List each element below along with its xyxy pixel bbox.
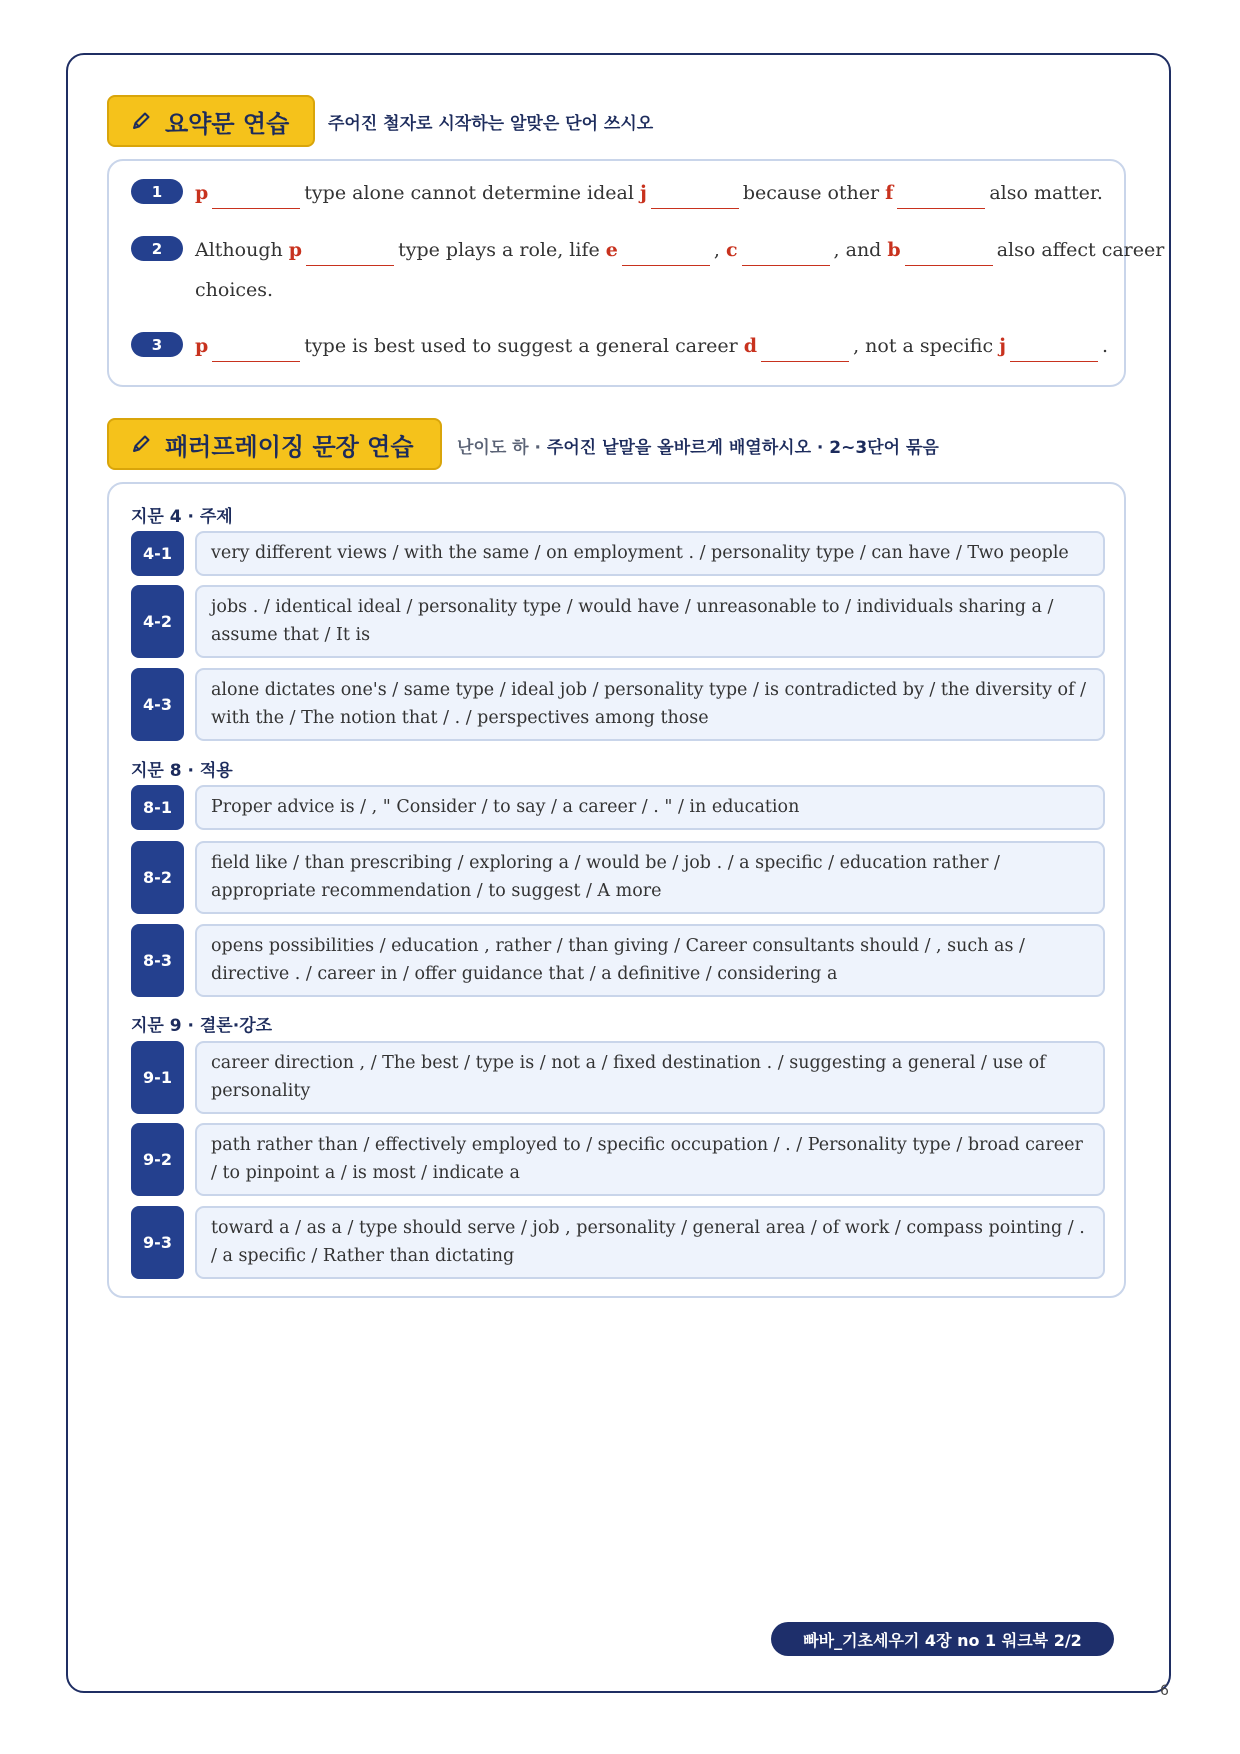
answer-blank[interactable] (212, 207, 300, 209)
summary-title-text: 요약문 연습 (165, 109, 290, 138)
hint-letter: p (288, 239, 303, 261)
word-chunks-box: field like / than prescribing / exploring a / would be / job . / a specific / education rather / appropriate recommendation / to suggest / A more (195, 841, 1105, 914)
item-tag: 9-1 (131, 1041, 184, 1114)
paraphrase-instruction (457, 433, 939, 458)
hint-letter: d (743, 335, 758, 357)
summary-line-3 (195, 335, 1108, 362)
item-tag: 4-2 (131, 585, 184, 658)
item-tag: 8-1 (131, 785, 184, 830)
word-chunks-box: path rather than / effectively employed to / specific occupation / . / Personality type / broad career / to pinpoint a / is most / indicate a (195, 1123, 1105, 1196)
hint-letter: f (885, 182, 894, 204)
passage-group-label: 지문 4 · 주제 (131, 507, 233, 527)
summary-line-2-continuation: choices. (195, 279, 274, 301)
answer-blank[interactable] (651, 207, 739, 209)
paraphrase-instruction-text: 주어진 낱말을 올바르게 배열하시오 · 2~3단어 묶음 (546, 438, 939, 458)
answer-blank[interactable] (897, 207, 985, 209)
answer-blank[interactable] (742, 264, 830, 266)
word-chunks-box: Proper advice is / , " Consider / to say / a career / . " / in education (195, 785, 1105, 830)
summary-section-title (107, 95, 315, 147)
summary-instruction: 주어진 철자로 시작하는 알맞은 단어 쓰시오 (328, 114, 654, 134)
paraphrase-title-text: 패러프레이징 문장 연습 (165, 432, 414, 461)
hint-letter: c (725, 239, 738, 261)
pencil-icon (131, 111, 151, 131)
page-number: 6 (1160, 1683, 1169, 1699)
summary-text: , not a specific (853, 335, 1000, 357)
answer-blank[interactable] (306, 264, 394, 266)
word-chunks-box: alone dictates one's / same type / ideal job / personality type / is contradicted by / the diversity of / with the / The notion that / . / perspectives among those (195, 668, 1105, 741)
item-tag: 4-1 (131, 531, 184, 576)
summary-text: , and (833, 239, 888, 261)
word-chunks-box: career direction , / The best / type is / not a / fixed destination . / suggesting a general / use of personality (195, 1041, 1105, 1114)
hint-letter: j (639, 182, 647, 204)
summary-line-2 (195, 239, 1164, 266)
hint-letter: b (887, 239, 901, 261)
answer-blank[interactable] (761, 360, 849, 362)
hint-letter: p (195, 182, 209, 204)
summary-text: type plays a role, life (398, 239, 606, 261)
difficulty-label: 난이도 하 · (457, 438, 541, 458)
hint-letter: j (999, 335, 1006, 357)
word-chunks-box: very different views / with the same / on employment . / personality type / can have / Two people (195, 531, 1105, 576)
summary-item-number: 2 (131, 236, 183, 261)
answer-blank[interactable] (622, 264, 710, 266)
item-tag: 8-3 (131, 924, 184, 997)
summary-item-number: 3 (131, 332, 183, 357)
passage-group-label: 지문 9 · 결론·강조 (131, 1016, 273, 1036)
summary-item-number: 1 (131, 179, 183, 204)
summary-line-1 (195, 182, 1103, 209)
item-tag: 4-3 (131, 668, 184, 741)
answer-blank[interactable] (1010, 360, 1098, 362)
item-tag: 9-2 (131, 1123, 184, 1196)
word-chunks-box: toward a / as a / type should serve / job , personality / general area / of work / compass pointing / . / a specific / Rather than dictating (195, 1206, 1105, 1279)
passage-group-label: 지문 8 · 적용 (131, 761, 233, 781)
summary-text: type is best used to suggest a general career (304, 335, 744, 357)
workbook-footer-label: 빠바_기초세우기 4장 no 1 워크북 2/2 (771, 1622, 1114, 1656)
summary-text: also affect career (996, 239, 1165, 261)
word-chunks-box: opens possibilities / education , rather / than giving / Career consultants should / , such as / directive . / career in / offer guidance that / a definitive / considering a (195, 924, 1105, 997)
summary-text: also matter. (989, 182, 1103, 204)
summary-text: Although (195, 239, 289, 261)
answer-blank[interactable] (212, 360, 300, 362)
hint-letter: p (195, 335, 209, 357)
summary-text: , (713, 239, 726, 261)
summary-text: type alone cannot determine ideal (304, 182, 640, 204)
word-chunks-box: jobs . / identical ideal / personality type / would have / unreasonable to / individuals sharing a / assume that / It is (195, 585, 1105, 658)
paraphrase-section-title (107, 418, 442, 470)
summary-text: . (1102, 335, 1109, 357)
answer-blank[interactable] (905, 264, 993, 266)
summary-text: because other (742, 182, 886, 204)
item-tag: 8-2 (131, 841, 184, 914)
pencil-icon (131, 434, 151, 454)
hint-letter: e (605, 239, 618, 261)
item-tag: 9-3 (131, 1206, 184, 1279)
